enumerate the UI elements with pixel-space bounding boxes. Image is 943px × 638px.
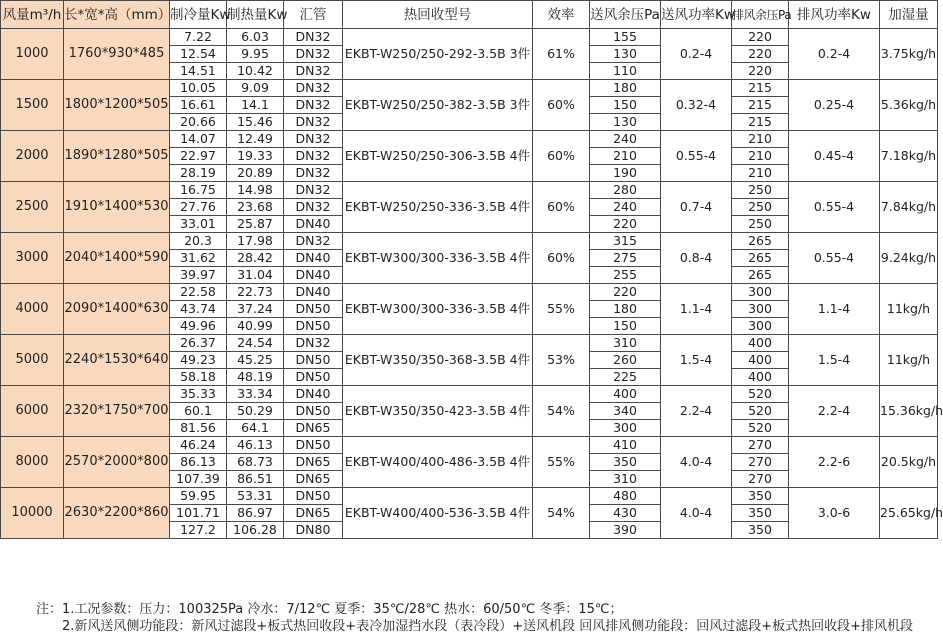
heating-cell: 64.1 bbox=[227, 420, 284, 437]
supply-pressure-cell: 430 bbox=[590, 505, 661, 522]
supply-pressure-cell: 225 bbox=[590, 369, 661, 386]
exhaust-power-cell: 1.1-4 bbox=[789, 284, 880, 335]
supply-pressure-cell: 410 bbox=[590, 437, 661, 454]
pipe-cell: DN40 bbox=[284, 216, 343, 233]
heating-cell: 6.03 bbox=[227, 29, 284, 46]
pipe-cell: DN40 bbox=[284, 267, 343, 284]
efficiency-cell: 54% bbox=[533, 386, 590, 437]
exhaust-pressure-cell: 210 bbox=[732, 148, 789, 165]
airflow-cell: 1000 bbox=[1, 29, 64, 80]
pipe-cell: DN32 bbox=[284, 165, 343, 182]
exhaust-pressure-cell: 520 bbox=[732, 403, 789, 420]
supply-pressure-cell: 240 bbox=[590, 199, 661, 216]
supply-pressure-cell: 180 bbox=[590, 301, 661, 318]
exhaust-pressure-cell: 210 bbox=[732, 165, 789, 182]
cooling-cell: 12.54 bbox=[170, 46, 227, 63]
exhaust-pressure-cell: 300 bbox=[732, 318, 789, 335]
table-row bbox=[1, 437, 938, 454]
table-row bbox=[1, 80, 938, 97]
cooling-cell: 107.39 bbox=[170, 471, 227, 488]
supply-pressure-cell: 480 bbox=[590, 488, 661, 505]
spec-body bbox=[1, 29, 943, 539]
cooling-cell: 60.1 bbox=[170, 403, 227, 420]
supply-pressure-cell: 390 bbox=[590, 522, 661, 539]
humidify-cell: 5.36kg/h bbox=[880, 80, 938, 131]
header-pipe: 汇管 bbox=[284, 1, 343, 29]
heating-cell: 12.49 bbox=[227, 131, 284, 148]
exhaust-pressure-cell: 520 bbox=[732, 386, 789, 403]
header-airflow: 风量m³/h bbox=[1, 1, 64, 29]
airflow-cell: 4000 bbox=[1, 284, 64, 335]
pipe-cell: DN50 bbox=[284, 301, 343, 318]
table-row bbox=[1, 386, 938, 403]
cooling-cell: 20.66 bbox=[170, 114, 227, 131]
supply-pressure-cell: 240 bbox=[590, 131, 661, 148]
pipe-cell: DN65 bbox=[284, 420, 343, 437]
exhaust-power-cell: 3.0-6 bbox=[789, 488, 880, 539]
pipe-cell: DN50 bbox=[284, 437, 343, 454]
exhaust-pressure-cell: 265 bbox=[732, 267, 789, 284]
cooling-cell: 59.95 bbox=[170, 488, 227, 505]
cooling-cell: 35.33 bbox=[170, 386, 227, 403]
model-cell: EKBT-W250/250-292-3.5B 3件 bbox=[343, 29, 533, 80]
heating-cell: 33.34 bbox=[227, 386, 284, 403]
supply-pressure-cell: 210 bbox=[590, 148, 661, 165]
supply-power-cell: 0.32-4 bbox=[661, 80, 732, 131]
efficiency-cell: 60% bbox=[533, 131, 590, 182]
size-cell: 1890*1280*505 bbox=[64, 131, 170, 182]
heating-cell: 10.42 bbox=[227, 63, 284, 80]
cooling-cell: 14.51 bbox=[170, 63, 227, 80]
efficiency-cell: 60% bbox=[533, 182, 590, 233]
heating-cell: 46.13 bbox=[227, 437, 284, 454]
cooling-cell: 16.61 bbox=[170, 97, 227, 114]
cooling-cell: 39.97 bbox=[170, 267, 227, 284]
header-row bbox=[1, 1, 938, 29]
supply-pressure-cell: 190 bbox=[590, 165, 661, 182]
pipe-cell: DN32 bbox=[284, 131, 343, 148]
supply-power-cell: 4.0-4 bbox=[661, 437, 732, 488]
cooling-cell: 127.2 bbox=[170, 522, 227, 539]
heating-cell: 17.98 bbox=[227, 233, 284, 250]
header-model: 热回收型号 bbox=[343, 1, 533, 29]
heating-cell: 22.73 bbox=[227, 284, 284, 301]
header-supply-power: 送风功率Kw bbox=[661, 1, 732, 29]
supply-power-cell: 0.55-4 bbox=[661, 131, 732, 182]
model-cell: EKBT-W300/300-336-3.5B 4件 bbox=[343, 284, 533, 335]
pipe-cell: DN32 bbox=[284, 148, 343, 165]
notes bbox=[36, 601, 913, 635]
model-cell: EKBT-W250/250-336-3.5B 4件 bbox=[343, 182, 533, 233]
supply-pressure-cell: 275 bbox=[590, 250, 661, 267]
exhaust-power-cell: 0.55-4 bbox=[789, 182, 880, 233]
efficiency-cell: 61% bbox=[533, 29, 590, 80]
header-cooling: 制冷量Kw bbox=[170, 1, 227, 29]
exhaust-power-cell: 2.2-4 bbox=[789, 386, 880, 437]
size-cell: 2040*1400*590 bbox=[64, 233, 170, 284]
cooling-cell: 28.19 bbox=[170, 165, 227, 182]
size-cell: 2570*2000*800 bbox=[64, 437, 170, 488]
heating-cell: 86.51 bbox=[227, 471, 284, 488]
efficiency-cell: 55% bbox=[533, 284, 590, 335]
heating-cell: 40.99 bbox=[227, 318, 284, 335]
pipe-cell: DN32 bbox=[284, 46, 343, 63]
table-row bbox=[1, 233, 938, 250]
exhaust-pressure-cell: 350 bbox=[732, 505, 789, 522]
pipe-cell: DN80 bbox=[284, 522, 343, 539]
exhaust-pressure-cell: 215 bbox=[732, 114, 789, 131]
exhaust-pressure-cell: 400 bbox=[732, 335, 789, 352]
humidify-cell: 9.24kg/h bbox=[880, 233, 938, 284]
note-line-1: 注：1.工况参数：压力：100325Pa 冷水：7/12℃ 夏季：35℃/28℃ 热水：60/50℃ 冬季：15℃； bbox=[36, 602, 623, 617]
note-line-2: 2.新风送风侧功能段：新风过滤段+板式热回收段+表冷加湿挡水段（表冷段）+送风机段 回风排风侧功能段：回风过滤段+板式热回收段+排风机段 bbox=[62, 619, 913, 634]
cooling-cell: 31.62 bbox=[170, 250, 227, 267]
airflow-cell: 5000 bbox=[1, 335, 64, 386]
supply-pressure-cell: 310 bbox=[590, 471, 661, 488]
pipe-cell: DN50 bbox=[284, 488, 343, 505]
table-row bbox=[1, 131, 938, 148]
size-cell: 2240*1530*640 bbox=[64, 335, 170, 386]
humidify-cell: 25.65kg/h bbox=[880, 488, 938, 539]
size-cell: 1760*930*485 bbox=[64, 29, 170, 80]
pipe-cell: DN65 bbox=[284, 454, 343, 471]
model-cell: EKBT-W350/350-368-3.5B 4件 bbox=[343, 335, 533, 386]
header-size: 长*宽*高（mm） bbox=[64, 1, 170, 29]
pipe-cell: DN65 bbox=[284, 505, 343, 522]
header-efficiency: 效率 bbox=[533, 1, 590, 29]
cooling-cell: 46.24 bbox=[170, 437, 227, 454]
model-cell: EKBT-W400/400-536-3.5B 4件 bbox=[343, 488, 533, 539]
efficiency-cell: 60% bbox=[533, 80, 590, 131]
pipe-cell: DN32 bbox=[284, 233, 343, 250]
supply-pressure-cell: 340 bbox=[590, 403, 661, 420]
exhaust-pressure-cell: 350 bbox=[732, 522, 789, 539]
heating-cell: 68.73 bbox=[227, 454, 284, 471]
exhaust-pressure-cell: 350 bbox=[732, 488, 789, 505]
heating-cell: 31.04 bbox=[227, 267, 284, 284]
table-row bbox=[1, 284, 938, 301]
airflow-cell: 1500 bbox=[1, 80, 64, 131]
heating-cell: 19.33 bbox=[227, 148, 284, 165]
header-heating: 制热量Kw bbox=[227, 1, 284, 29]
exhaust-pressure-cell: 400 bbox=[732, 352, 789, 369]
header-supply-pressure: 送风余压Pa bbox=[590, 1, 661, 29]
size-cell: 2320*1750*700 bbox=[64, 386, 170, 437]
header-exhaust-pressure: 排风余压Pa bbox=[732, 1, 789, 29]
supply-pressure-cell: 300 bbox=[590, 420, 661, 437]
cooling-cell: 22.58 bbox=[170, 284, 227, 301]
cooling-cell: 33.01 bbox=[170, 216, 227, 233]
size-cell: 2090*1400*630 bbox=[64, 284, 170, 335]
cooling-cell: 49.96 bbox=[170, 318, 227, 335]
pipe-cell: DN65 bbox=[284, 471, 343, 488]
humidify-cell: 7.84kg/h bbox=[880, 182, 938, 233]
pipe-cell: DN40 bbox=[284, 386, 343, 403]
cooling-cell: 7.22 bbox=[170, 29, 227, 46]
supply-power-cell: 1.5-4 bbox=[661, 335, 732, 386]
supply-pressure-cell: 150 bbox=[590, 318, 661, 335]
cooling-cell: 16.75 bbox=[170, 182, 227, 199]
humidify-cell: 11kg/h bbox=[880, 335, 938, 386]
exhaust-pressure-cell: 270 bbox=[732, 454, 789, 471]
pipe-cell: DN50 bbox=[284, 352, 343, 369]
model-cell: EKBT-W300/300-336-3.5B 4件 bbox=[343, 233, 533, 284]
airflow-cell: 2500 bbox=[1, 182, 64, 233]
heating-cell: 9.95 bbox=[227, 46, 284, 63]
cooling-cell: 49.23 bbox=[170, 352, 227, 369]
supply-pressure-cell: 150 bbox=[590, 97, 661, 114]
supply-pressure-cell: 255 bbox=[590, 267, 661, 284]
supply-power-cell: 0.8-4 bbox=[661, 233, 732, 284]
exhaust-pressure-cell: 250 bbox=[732, 216, 789, 233]
airflow-cell: 8000 bbox=[1, 437, 64, 488]
airflow-cell: 6000 bbox=[1, 386, 64, 437]
exhaust-pressure-cell: 215 bbox=[732, 97, 789, 114]
airflow-cell: 3000 bbox=[1, 233, 64, 284]
supply-power-cell: 2.2-4 bbox=[661, 386, 732, 437]
efficiency-cell: 54% bbox=[533, 488, 590, 539]
model-cell: EKBT-W250/250-382-3.5B 3件 bbox=[343, 80, 533, 131]
supply-power-cell: 0.2-4 bbox=[661, 29, 732, 80]
heating-cell: 45.25 bbox=[227, 352, 284, 369]
heating-cell: 20.89 bbox=[227, 165, 284, 182]
supply-pressure-cell: 310 bbox=[590, 335, 661, 352]
table-row bbox=[1, 488, 938, 505]
heating-cell: 53.31 bbox=[227, 488, 284, 505]
exhaust-pressure-cell: 215 bbox=[732, 80, 789, 97]
supply-pressure-cell: 280 bbox=[590, 182, 661, 199]
supply-pressure-cell: 260 bbox=[590, 352, 661, 369]
supply-power-cell: 1.1-4 bbox=[661, 284, 732, 335]
supply-power-cell: 0.7-4 bbox=[661, 182, 732, 233]
pipe-cell: DN32 bbox=[284, 63, 343, 80]
exhaust-pressure-cell: 210 bbox=[732, 131, 789, 148]
exhaust-power-cell: 0.2-4 bbox=[789, 29, 880, 80]
table-row bbox=[1, 182, 938, 199]
supply-power-cell: 4.0-4 bbox=[661, 488, 732, 539]
header-exhaust-power: 排风功率Kw bbox=[789, 1, 880, 29]
efficiency-cell: 60% bbox=[533, 233, 590, 284]
exhaust-pressure-cell: 220 bbox=[732, 63, 789, 80]
exhaust-power-cell: 1.5-4 bbox=[789, 335, 880, 386]
table-row bbox=[1, 335, 938, 352]
exhaust-power-cell: 2.2-6 bbox=[789, 437, 880, 488]
pipe-cell: DN32 bbox=[284, 199, 343, 216]
pipe-cell: DN32 bbox=[284, 80, 343, 97]
humidify-cell: 11kg/h bbox=[880, 284, 938, 335]
size-cell: 2630*2200*860 bbox=[64, 488, 170, 539]
humidify-cell: 20.5kg/h bbox=[880, 437, 938, 488]
supply-pressure-cell: 220 bbox=[590, 216, 661, 233]
exhaust-pressure-cell: 400 bbox=[732, 369, 789, 386]
exhaust-power-cell: 0.45-4 bbox=[789, 131, 880, 182]
supply-pressure-cell: 180 bbox=[590, 80, 661, 97]
supply-pressure-cell: 155 bbox=[590, 29, 661, 46]
exhaust-pressure-cell: 250 bbox=[732, 182, 789, 199]
efficiency-cell: 55% bbox=[533, 437, 590, 488]
cooling-cell: 22.97 bbox=[170, 148, 227, 165]
supply-pressure-cell: 130 bbox=[590, 114, 661, 131]
model-cell: EKBT-W400/400-486-3.5B 4件 bbox=[343, 437, 533, 488]
model-cell: EKBT-W350/350-423-3.5B 4件 bbox=[343, 386, 533, 437]
cooling-cell: 86.13 bbox=[170, 454, 227, 471]
heating-cell: 23.68 bbox=[227, 199, 284, 216]
exhaust-pressure-cell: 265 bbox=[732, 233, 789, 250]
heating-cell: 9.09 bbox=[227, 80, 284, 97]
supply-pressure-cell: 130 bbox=[590, 46, 661, 63]
heating-cell: 50.29 bbox=[227, 403, 284, 420]
heating-cell: 24.54 bbox=[227, 335, 284, 352]
pipe-cell: DN50 bbox=[284, 403, 343, 420]
pipe-cell: DN40 bbox=[284, 250, 343, 267]
humidify-cell: 15.36kg/h bbox=[880, 386, 938, 437]
exhaust-power-cell: 0.55-4 bbox=[789, 233, 880, 284]
exhaust-pressure-cell: 300 bbox=[732, 301, 789, 318]
exhaust-power-cell: 0.25-4 bbox=[789, 80, 880, 131]
pipe-cell: DN32 bbox=[284, 182, 343, 199]
cooling-cell: 58.18 bbox=[170, 369, 227, 386]
cooling-cell: 81.56 bbox=[170, 420, 227, 437]
pipe-cell: DN50 bbox=[284, 369, 343, 386]
cooling-cell: 10.05 bbox=[170, 80, 227, 97]
cooling-cell: 20.3 bbox=[170, 233, 227, 250]
supply-pressure-cell: 350 bbox=[590, 454, 661, 471]
humidify-cell: 7.18kg/h bbox=[880, 131, 938, 182]
heating-cell: 25.87 bbox=[227, 216, 284, 233]
exhaust-pressure-cell: 220 bbox=[732, 29, 789, 46]
heating-cell: 48.19 bbox=[227, 369, 284, 386]
supply-pressure-cell: 315 bbox=[590, 233, 661, 250]
header-humidify: 加湿量 bbox=[880, 1, 938, 29]
pipe-cell: DN32 bbox=[284, 29, 343, 46]
exhaust-pressure-cell: 300 bbox=[732, 284, 789, 301]
pipe-cell: DN40 bbox=[284, 284, 343, 301]
pipe-cell: DN32 bbox=[284, 114, 343, 131]
pipe-cell: DN32 bbox=[284, 335, 343, 352]
size-cell: 1910*1400*530 bbox=[64, 182, 170, 233]
exhaust-pressure-cell: 250 bbox=[732, 199, 789, 216]
supply-pressure-cell: 220 bbox=[590, 284, 661, 301]
table-row bbox=[1, 29, 938, 46]
cooling-cell: 26.37 bbox=[170, 335, 227, 352]
size-cell: 1800*1200*505 bbox=[64, 80, 170, 131]
heating-cell: 106.28 bbox=[227, 522, 284, 539]
exhaust-pressure-cell: 270 bbox=[732, 437, 789, 454]
pipe-cell: DN50 bbox=[284, 318, 343, 335]
cooling-cell: 101.71 bbox=[170, 505, 227, 522]
supply-pressure-cell: 110 bbox=[590, 63, 661, 80]
cooling-cell: 27.76 bbox=[170, 199, 227, 216]
exhaust-pressure-cell: 220 bbox=[732, 46, 789, 63]
airflow-cell: 2000 bbox=[1, 131, 64, 182]
cooling-cell: 43.74 bbox=[170, 301, 227, 318]
heating-cell: 14.1 bbox=[227, 97, 284, 114]
exhaust-pressure-cell: 520 bbox=[732, 420, 789, 437]
airflow-cell: 10000 bbox=[1, 488, 64, 539]
heating-cell: 28.42 bbox=[227, 250, 284, 267]
heating-cell: 15.46 bbox=[227, 114, 284, 131]
cooling-cell: 14.07 bbox=[170, 131, 227, 148]
heating-cell: 14.98 bbox=[227, 182, 284, 199]
exhaust-pressure-cell: 265 bbox=[732, 250, 789, 267]
humidify-cell: 3.75kg/h bbox=[880, 29, 938, 80]
exhaust-pressure-cell: 270 bbox=[732, 471, 789, 488]
model-cell: EKBT-W250/250-306-3.5B 4件 bbox=[343, 131, 533, 182]
pipe-cell: DN32 bbox=[284, 97, 343, 114]
heating-cell: 86.97 bbox=[227, 505, 284, 522]
efficiency-cell: 53% bbox=[533, 335, 590, 386]
heating-cell: 37.24 bbox=[227, 301, 284, 318]
supply-pressure-cell: 400 bbox=[590, 386, 661, 403]
